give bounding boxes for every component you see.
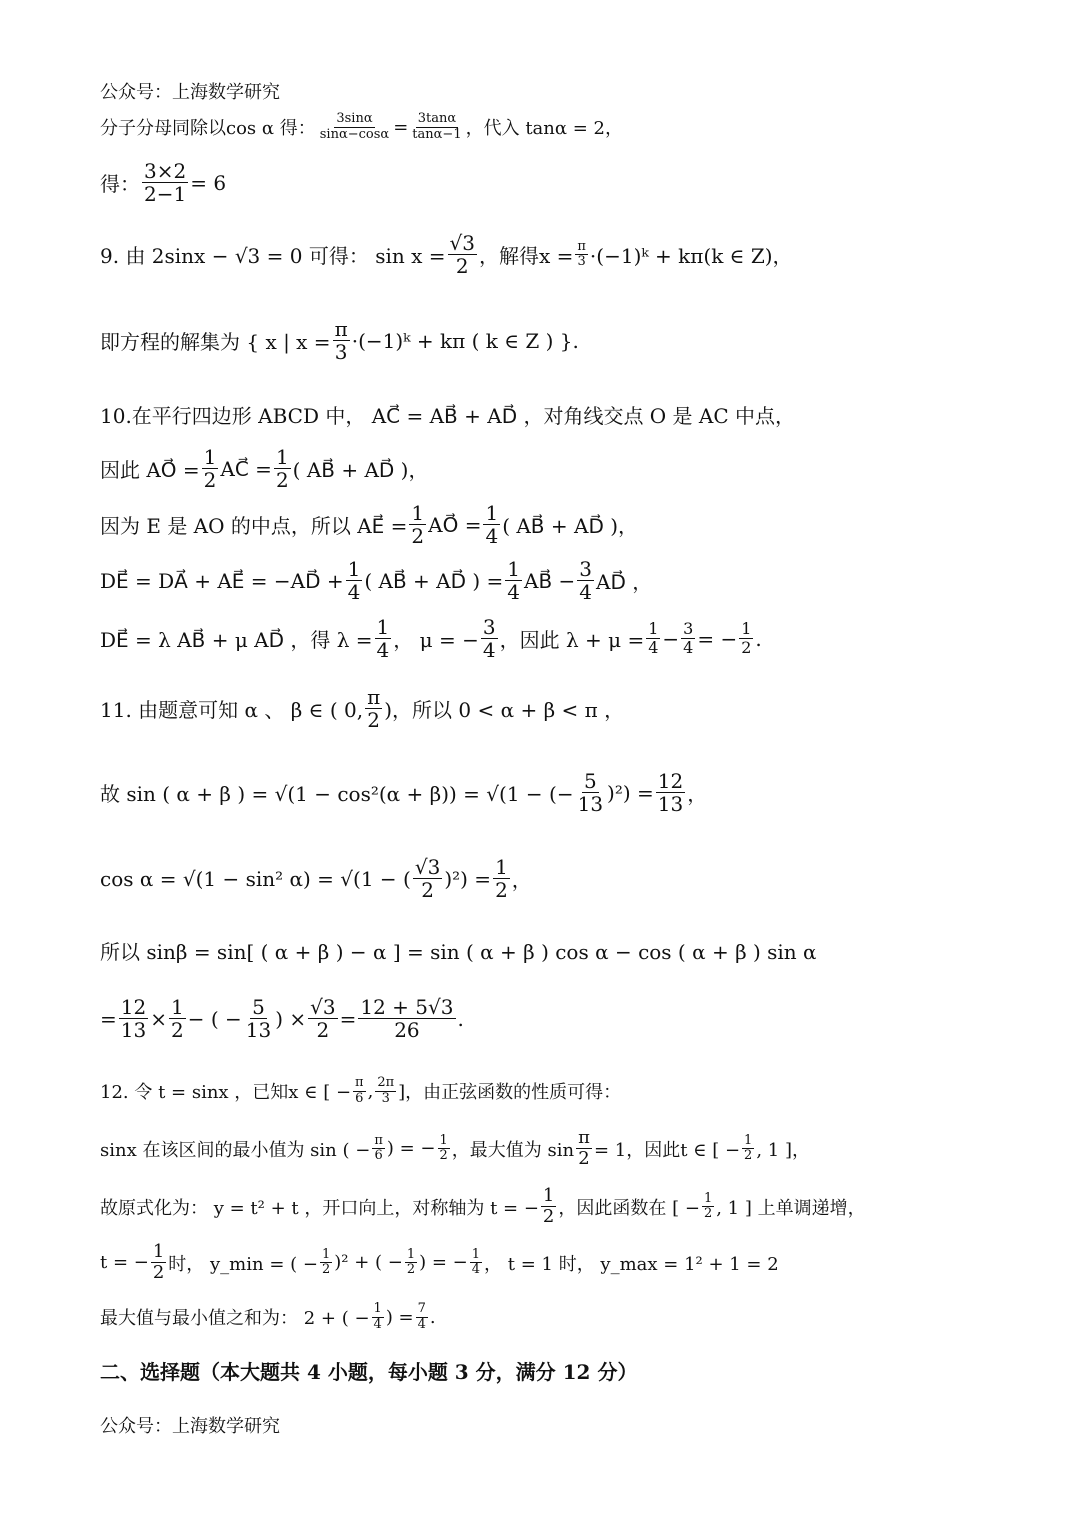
- fraction: 2π 3: [377, 1075, 395, 1106]
- section-heading-text: 二、选择题（本大题共 4 小题，每小题 3 分，满分 12 分）: [100, 1360, 638, 1384]
- fraction: $\frac{1}{2}$: [152, 1241, 165, 1284]
- fraction: $\frac{1}{4}$: [376, 615, 390, 663]
- fraction: $\frac{\pi}{6}$: [374, 1132, 383, 1164]
- fraction: $\frac{1}{2}$: [744, 1132, 753, 1164]
- line-5-q10: [100, 400, 795, 429]
- fraction: $\frac{5}{13}$: [577, 769, 604, 817]
- text: =: [393, 116, 409, 138]
- line-18: t = − $\frac{1}{2}$ 时， y_min = ( − $\frac{1}{2}$ )² + ( − $\frac{1}{2}$ ) = − $\frac{1}{4}$ ， t = 1 时， y_max = 1² + 1 = 2: [100, 1241, 779, 1284]
- text: 分子分母同除以cos α 得：: [100, 118, 316, 140]
- fraction: $\frac{1}{4}$: [507, 557, 520, 605]
- line-3-q9: [100, 232, 793, 278]
- fraction: $\frac{12}{13}$: [657, 769, 684, 817]
- fraction: $\frac{1}{2}$: [170, 995, 184, 1043]
- text: ·(−1)ᵏ + kπ ( k ∈ Z ) }.: [351, 328, 579, 353]
- line-9: DE⃗ = λ AB⃗ + μ AD⃗ ，得 λ = $\frac{1}{4}$ ， μ = − $\frac{3}{4}$ ，因此 λ + μ = $\frac{1}{4}$ − $\frac{3}{4}$ = − $\frac{1}{2}$ .: [100, 615, 762, 663]
- line-16: sinx 在该区间的最小值为 sin ( − $\frac{\pi}{6}$ ) = − $\frac{1}{2}$ ，最大值为 sin $\frac{\pi}{2}$ = 1，因此t ∈ [ − $\frac{1}{2}$ , 1 ]，: [100, 1127, 810, 1170]
- fraction: $\frac{\pi}{3}$: [577, 238, 586, 270]
- fraction: $\frac{1}{4}$: [471, 1246, 481, 1278]
- fraction: √3 2: [414, 855, 441, 903]
- fraction: $\frac{3\tan\alpha}{\tan\alpha-1}$: [412, 111, 462, 142]
- header-text: 公众号：上海数学研究: [100, 82, 280, 102]
- line-13: 所以 sinβ = sin[ ( α + β ) − α ] = sin ( α + β ) cos α − cos ( α + β ) sin α: [100, 940, 817, 964]
- fraction: $\frac{3}{4}$: [683, 619, 694, 658]
- page-footer: [100, 1412, 280, 1438]
- fraction: $\frac{1}{4}$: [648, 619, 659, 658]
- line-19: 最大值与最小值之和为： 2 + ( − $\frac{1}{4}$ ) = $\frac{7}{4}$ .: [100, 1301, 436, 1332]
- fraction: π 2: [367, 685, 381, 733]
- text: ，解得x =: [478, 244, 574, 269]
- fraction: $\frac{1}{2}$: [542, 1185, 555, 1228]
- line-17: 故原式化为： y = t² + t ，开口向上，对称轴为 t = − $\frac{1}{2}$ ，因此函数在 [ − $\frac{1}{2}$ , 1 ] 上单调递增，: [100, 1185, 866, 1228]
- text: 得：: [100, 172, 140, 197]
- text: 10.在平行四边形 ABCD 中， AC⃗ = AB⃗ + AD⃗ ，对角线交点 O 是 AC 中点，: [100, 404, 796, 428]
- text: ·(−1)ᵏ + kπ(k ∈ Z)，: [589, 244, 793, 269]
- text: 即方程的解集为 { x | x =: [100, 330, 331, 355]
- fraction: $\frac{3\times 2}{2-1}$: [144, 159, 187, 207]
- fraction: $\frac{√3}{2}$: [449, 231, 475, 279]
- line-7: 因为 E 是 AO 的中点，所以 AE⃗ = $\frac{1}{2}$ AO⃗ = $\frac{1}{4}$ ( AB⃗ + AD⃗ )，: [100, 501, 639, 549]
- fraction: $\frac{1}{2}$: [203, 445, 217, 493]
- line-11: 故 sin ( α + β ) = √(1 − cos²(α + β)) = √(1 − (− $\frac{5}{13}$ )²) = $\frac{12}{13}$ ，: [100, 769, 708, 817]
- footer-text: 公众号：上海数学研究: [100, 1416, 280, 1436]
- line-12: cos α = √(1 − sin² α) = √(1 − ( √3 2 )²) = $\frac{1}{2}$ ，: [100, 855, 532, 903]
- text: ，代入 tanα = 2，: [465, 118, 624, 140]
- line-15-q12: 12. 令 t = sinx ，已知x ∈ [ − $\frac{\pi}{6}$ , 2π 3 ]，由正弦函数的性质可得：: [100, 1075, 622, 1106]
- fraction: $\frac{1}{2}$: [495, 855, 508, 903]
- fraction: $\frac{7}{4}$: [417, 1301, 426, 1332]
- fraction: $\frac{1}{2}$: [703, 1190, 713, 1222]
- fraction: $\frac{12 + 5√3}{26}$: [360, 995, 454, 1043]
- fraction: $\frac{1}{2}$: [406, 1246, 416, 1278]
- text: = 6: [190, 170, 227, 195]
- line-10-q11: 11. 由题意可知 α 、 β ∈ ( 0, π 2 )，所以 0 < α + β < π ，: [100, 685, 625, 733]
- fraction: $\frac{1}{2}$: [275, 445, 289, 493]
- line-1: [100, 112, 623, 142]
- line-8: DE⃗ = DA⃗ + AE⃗ = −AD⃗ + $\frac{1}{4}$ ( AB⃗ + AD⃗ ) = $\frac{1}{4}$ AB⃗ − $\frac{3}{4}$ AD⃗ ，: [100, 557, 653, 605]
- fraction: $\frac{\pi}{2}$: [578, 1127, 590, 1170]
- fraction: $\frac{1}{4}$: [485, 501, 499, 549]
- line-6: 因此 AO⃗ = $\frac{1}{2}$ AC⃗ = $\frac{1}{2}$ ( AB⃗ + AD⃗ )，: [100, 445, 429, 493]
- line-4: [100, 318, 579, 364]
- fraction: $\frac{1}{2}$: [741, 619, 752, 658]
- fraction: $\frac{\pi}{6}$: [355, 1075, 364, 1106]
- fraction: $\frac{3\sin\alpha}{\sin\alpha-\cos\alpha}$: [319, 111, 390, 142]
- fraction: $\frac{3}{4}$: [579, 557, 593, 605]
- fraction: $\frac{5}{13}$: [245, 995, 272, 1043]
- fraction: $\frac{1}{4}$: [373, 1301, 382, 1332]
- line-14: = $\frac{12}{13}$ × $\frac{1}{2}$ − ( − $\frac{5}{13}$ ) × $\frac{√3}{2}$ = $\frac{12 + 5√3}{26}$ .: [100, 995, 464, 1043]
- fraction: $\frac{3}{4}$: [482, 615, 496, 663]
- section-heading: [100, 1356, 637, 1385]
- fraction: $\frac{12}{13}$: [120, 995, 147, 1043]
- text: 9. 由 2sinx − √3 = 0 可得： sin x =: [100, 244, 446, 269]
- fraction: $\frac{1}{2}$: [411, 501, 425, 549]
- line-2: [100, 160, 226, 206]
- fraction: $\frac{√3}{2}$: [310, 995, 336, 1043]
- fraction: $\frac{1}{2}$: [321, 1246, 331, 1278]
- page-header: [100, 78, 280, 104]
- fraction: $\frac{1}{2}$: [439, 1132, 448, 1164]
- fraction: $\frac{\pi}{3}$: [334, 317, 348, 365]
- fraction: $\frac{1}{4}$: [347, 557, 361, 605]
